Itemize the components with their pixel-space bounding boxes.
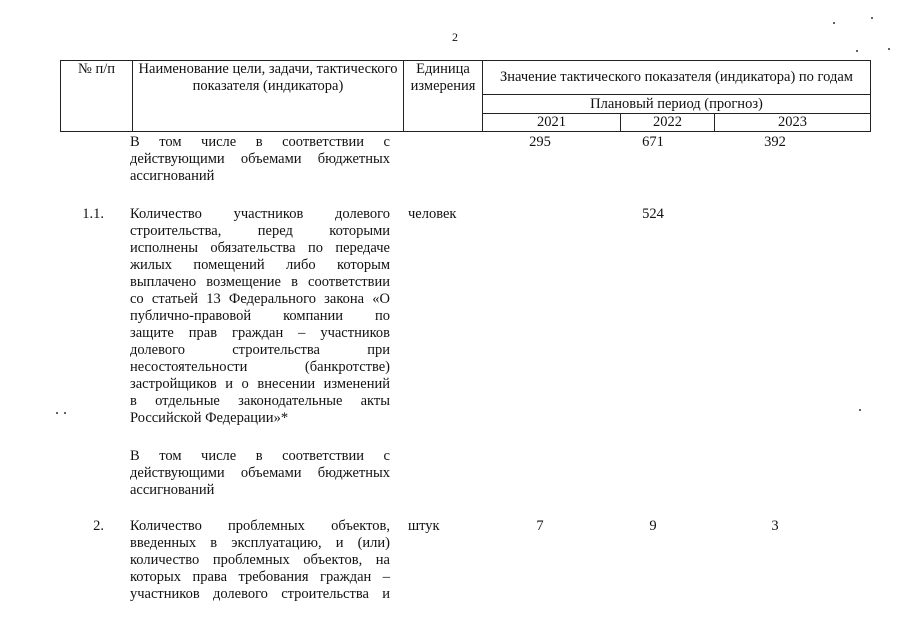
header-year-2021: 2021 [483,114,621,132]
description-line: ассигнований [130,482,215,498]
row-description [130,448,390,499]
header-name: Наименование цели, задачи, тактического показателя (индикатора) [133,61,404,132]
header-unit: Единица измерения [404,61,483,132]
row-description [130,518,390,603]
description-line: введенных в эксплуатацию, и (или) [130,535,390,551]
header-num: № п/п [61,61,133,132]
header-period: Плановый период (прогноз) [483,95,871,114]
description-line: публично-правовой компании по [130,308,390,324]
description-line: жилых помещений либо которым [130,257,390,273]
row-number: 2. [93,518,104,534]
scan-speck [871,17,873,19]
row-value-2021: 295 [529,134,551,150]
description-line: Российской Федерации»* [130,410,289,426]
scan-speck [64,412,66,414]
description-line: со статьей 13 Федерального закона «О [130,291,390,307]
description-line: Количество участников долевого [130,206,390,222]
header-value-group: Значение тактического показателя (индикатора) по годам [483,61,871,95]
row-unit: человек [408,206,457,222]
description-line: несостоятельности (банкротстве) [130,359,390,375]
description-line: количество проблемных объектов, на [130,552,390,568]
scan-speck [856,50,858,52]
page-number: 2 [452,30,458,44]
row-description [130,206,390,427]
indicator-table-header [60,60,871,132]
description-line: застройщиков и о внесении изменений [130,376,390,392]
description-line: исполнены обязательства по передаче [130,240,390,256]
description-line: в отдельные законодательные акты [130,393,390,409]
table-row [60,206,840,436]
scan-speck [888,48,890,50]
row-value-2023: 392 [764,134,786,150]
description-line: защите прав граждан – участников [130,325,390,341]
table-row [60,448,840,508]
description-line: выплачено возмещение в соответствии [130,274,390,290]
row-value-2022: 671 [642,134,664,150]
row-value-2023: 3 [771,518,779,534]
description-line: которых права требования граждан – [130,569,390,585]
table-row [60,134,840,194]
row-number: 1.1. [82,206,104,222]
table-row [60,518,840,618]
row-value-2021: 7 [536,518,544,534]
scan-speck [833,22,835,24]
description-line: ассигнований [130,168,215,184]
description-line: действующими объемами бюджетных [130,465,390,481]
scan-speck [859,409,861,411]
description-line: долевого строительства при [130,342,390,358]
row-description [130,134,390,185]
row-value-2022: 524 [642,206,664,222]
header-year-2022: 2022 [621,114,715,132]
description-line: Количество проблемных объектов, [130,518,390,534]
header-year-2023: 2023 [715,114,871,132]
description-line: участников долевого строительства и [130,586,390,602]
description-line: В том числе в соответствии с [130,448,390,464]
description-line: строительства, перед которыми [130,223,390,239]
row-unit: штук [408,518,440,534]
description-line: В том числе в соответствии с [130,134,390,150]
scan-speck [56,412,58,414]
row-value-2022: 9 [649,518,657,534]
description-line: действующими объемами бюджетных [130,151,390,167]
